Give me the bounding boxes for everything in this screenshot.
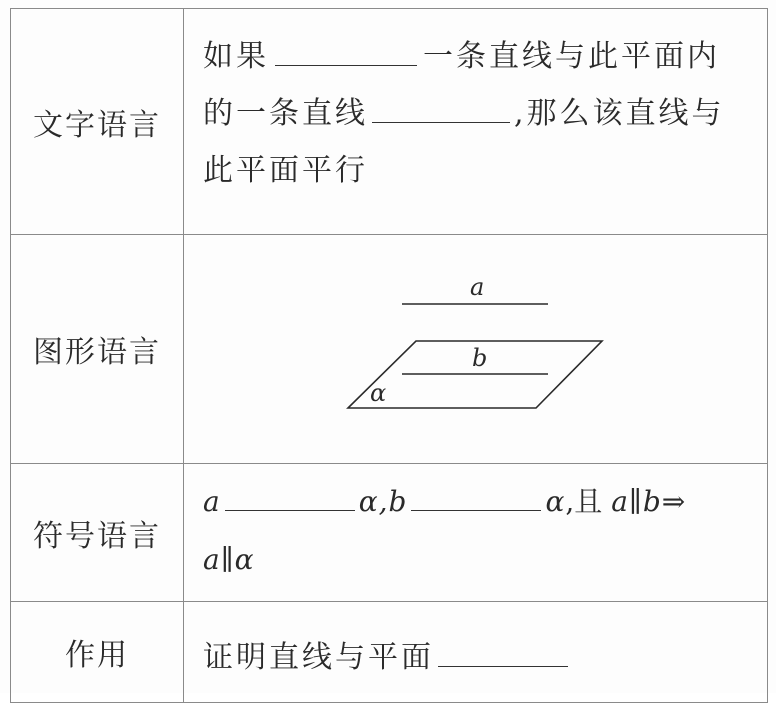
table-row-use <box>11 602 768 703</box>
line-b-label: b <box>472 344 488 372</box>
symbol-language-cell <box>184 464 768 602</box>
text-language-paragraph <box>184 8 767 199</box>
text-fragment: 如果 <box>203 39 269 74</box>
use-cell <box>184 602 768 703</box>
fill-blank-5[interactable] <box>438 640 568 667</box>
table-row-symbol-language <box>11 464 768 602</box>
row-label-symbol-language: 符号语言 <box>11 464 184 602</box>
text-fragment: 证明直线与平面 <box>203 640 434 675</box>
use-paragraph <box>184 632 767 676</box>
math-fragment: a∥b⇒ <box>611 484 687 518</box>
summary-table <box>10 8 768 703</box>
line-plane-figure <box>184 235 770 463</box>
text-fragment: 此平面平行 <box>203 153 368 188</box>
math-fragment: a∥α <box>203 542 255 576</box>
text-fragment: ,那么该直线与 <box>514 96 725 131</box>
table-row-figure-language <box>11 235 768 464</box>
math-fragment: α <box>358 484 379 518</box>
text-fragment: 一条直线与此平面内 <box>423 39 720 74</box>
plane-alpha-label: α <box>370 379 387 407</box>
fill-blank-2[interactable] <box>372 96 510 123</box>
figure-cell <box>184 235 768 464</box>
line-a-label: a <box>470 273 485 301</box>
row-label-use: 作用 <box>11 602 184 703</box>
text-fragment: ,且 <box>565 484 612 518</box>
text-language-cell <box>184 9 768 235</box>
row-label-text-language: 文字语言 <box>11 9 184 235</box>
math-fragment: ,b <box>378 484 408 518</box>
symbol-language-paragraph <box>184 473 767 589</box>
math-fragment: α <box>545 484 566 518</box>
fill-blank-3[interactable] <box>225 484 355 511</box>
fill-blank-4[interactable] <box>411 484 541 511</box>
math-fragment: a <box>203 484 221 518</box>
text-fragment: 的一条直线 <box>203 96 368 131</box>
row-label-figure-language: 图形语言 <box>11 235 184 464</box>
fill-blank-1[interactable] <box>275 39 417 66</box>
table-row-text-language <box>11 9 768 235</box>
